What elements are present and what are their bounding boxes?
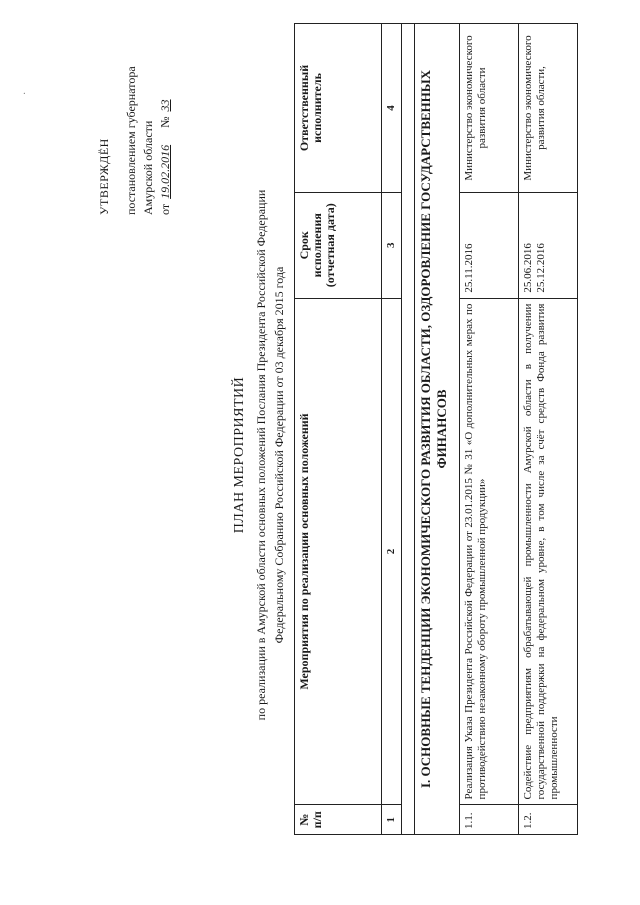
approval-number: 33 [158, 99, 172, 112]
approval-line-2: Амурской области [141, 120, 155, 215]
approval-stamp [96, 15, 174, 215]
col-number-3: 3 [382, 192, 402, 298]
row-action: Содействие предприятиям обрабатывающей промышленности Амурской области в получении государственной поддержки на федеральном уровне, в том числе за счёт средств Фонда развития промышленности [519, 298, 578, 805]
row-deadline: 25.06.2016 25.12.2016 [519, 192, 578, 298]
col-number-4: 4 [382, 24, 402, 193]
header-num: № п/п [295, 805, 382, 835]
row-action: Реализация Указа Президента Российской Федерации от 23.01.2015 № 31 «О дополнительных мерах по противодействию незаконному обороту промышленной продукции» [460, 298, 519, 805]
col-number-2: 2 [382, 298, 402, 805]
header-deadline: Срок исполнения (отчетная дата) [295, 192, 382, 298]
header-action: Мероприятия по реализации основных положений [295, 298, 382, 805]
row-num: 1.2. [519, 805, 578, 835]
table-header-row [295, 24, 382, 835]
row-responsible: Министерство экономического развития области, [519, 24, 578, 193]
date-prefix: от [158, 203, 172, 215]
plan-title: ПЛАН МЕРОПРИЯТИЙ [232, 376, 247, 534]
plan-table [294, 23, 578, 835]
table-row [519, 24, 578, 835]
number-prefix: № [158, 116, 172, 128]
section-row [415, 24, 460, 835]
table-gap [402, 24, 415, 835]
approval-heading: УТВЕРЖДЁН [97, 138, 111, 215]
approval-date-line [157, 15, 174, 215]
row-num: 1.1. [460, 805, 519, 835]
header-responsible: Ответственный исполнитель [295, 24, 382, 193]
plan-subtitle-2: Федеральному Собранию Российской Федерации от 03 декабря 2015 года [272, 266, 286, 644]
col-number-1: 1 [382, 805, 402, 835]
approval-date: 19.02.2016 [158, 144, 172, 199]
table-row [460, 24, 519, 835]
plan-subtitle-1: по реализации в Амурской области основных положений Послания Президента Российской Федерации [254, 189, 268, 721]
row-responsible: Министерство экономического развития области [460, 24, 519, 193]
column-number-row [382, 24, 402, 835]
approval-line-1: постановлением губернатора [124, 66, 138, 215]
row-deadline: 25.11.2016 [460, 192, 519, 298]
scan-mark: · [20, 91, 31, 95]
section-title: I. ОСНОВНЫЕ ТЕНДЕНЦИИ ЭКОНОМИЧЕСКОГО РАЗВИТИЯ ОБЛАСТИ, ОЗДОРОВЛЕНИЕ ГОСУДАРСТВЕННЫХ ФИНАНСОВ [415, 24, 460, 835]
